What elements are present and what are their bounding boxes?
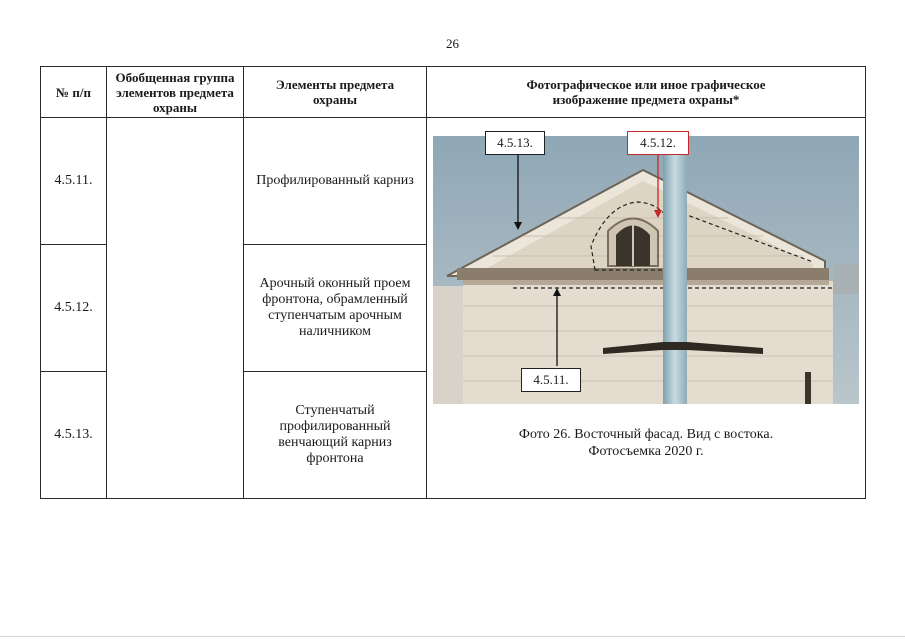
photo-cell — [427, 118, 866, 499]
header-elements: Элементы предмета охраны — [244, 67, 427, 118]
row-number: 4.5.11. — [41, 118, 107, 245]
element-cell: Профилированный карниз — [244, 118, 427, 245]
element-cell: Ступенчатый профилированный венчающий карниз фронтона — [244, 372, 427, 499]
element-cell: Арочный оконный проем фронтона, обрамленный ступенчатым арочным наличником — [244, 245, 427, 372]
row-number: 4.5.13. — [41, 372, 107, 499]
header-group: Обобщенная группа элементов предмета охраны — [107, 67, 244, 118]
callout-4-5-11: 4.5.11. — [521, 368, 581, 392]
pipe — [663, 136, 687, 404]
cornice-band — [457, 268, 829, 280]
header-image: Фотографическое или иное графическое изображение предмета охраны* — [427, 67, 866, 118]
window-slit — [805, 372, 811, 404]
building-photo — [433, 136, 859, 404]
protection-elements-table — [40, 66, 866, 499]
callout-4-5-12: 4.5.12. — [627, 131, 689, 155]
photo-caption — [427, 426, 865, 460]
row-number: 4.5.12. — [41, 245, 107, 372]
scan-edge — [0, 636, 905, 637]
callout-4-5-13: 4.5.13. — [485, 131, 545, 155]
right-roof — [833, 264, 859, 294]
table-row — [41, 118, 866, 245]
cornice-shadow — [463, 280, 829, 285]
caption-line-2: Фотосъемка 2020 г. — [588, 444, 704, 459]
table-header-row — [41, 67, 866, 118]
page-number: 26 — [446, 36, 459, 51]
header-num: № п/п — [41, 67, 107, 118]
caption-line-1: Фото 26. Восточный фасад. Вид с востока. — [518, 427, 774, 442]
group-cell — [107, 118, 244, 499]
facade-wall — [463, 281, 833, 404]
